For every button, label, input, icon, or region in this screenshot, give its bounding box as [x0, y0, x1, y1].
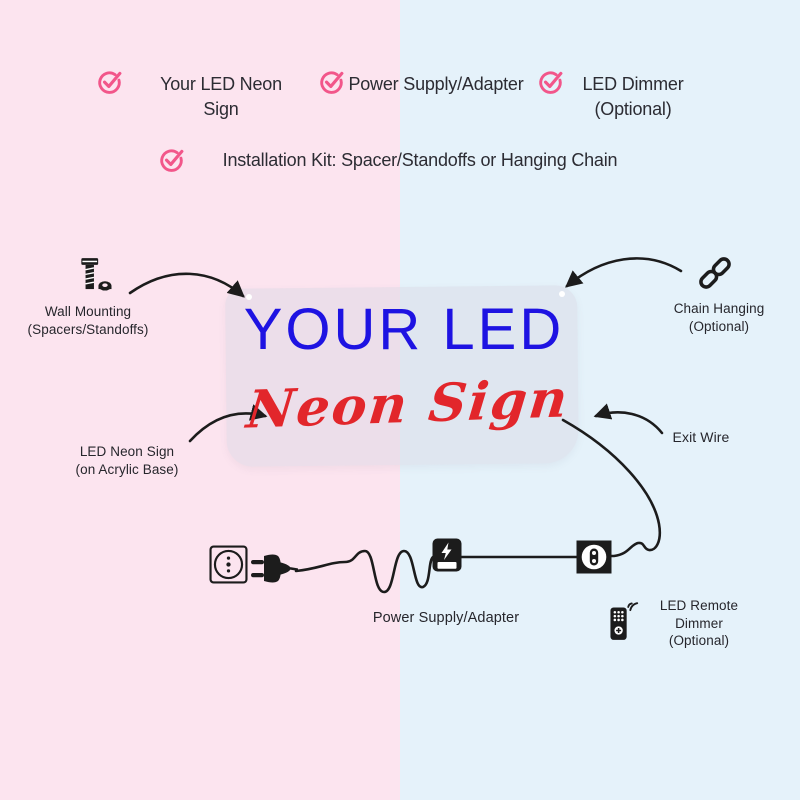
checklist-item-power-supply: Power Supply/Adapter: [348, 74, 524, 94]
callout-remote-dimmer: [634, 597, 764, 650]
sign-title-text: YOUR LED: [243, 297, 565, 362]
power-adapter-icon: [432, 538, 462, 572]
callout-led-neon-sign-title: LED Neon Sign: [79, 444, 175, 459]
callout-power-supply-title: Power Supply/Adapter: [372, 610, 520, 626]
callout-exit-wire: [641, 429, 761, 447]
callout-wall-mounting: [0, 303, 178, 338]
check-circle-icon: [158, 146, 185, 173]
callout-remote-dimmer-line1: LED Remote: [659, 598, 739, 613]
callout-chain-hanging-subtitle: (Optional): [688, 318, 750, 334]
checklist-item-led-dimmer: LED Dimmer (Optional): [582, 74, 684, 119]
callout-remote-dimmer-line2: Dimmer: [675, 615, 723, 631]
checklist-item-installation-kit: Installation Kit: Spacer/Standoffs or Hanging Chain: [222, 150, 618, 170]
callout-remote-dimmer-line3: (Optional): [668, 633, 730, 648]
power-plug-icon: [250, 551, 298, 587]
callout-wall-mounting-subtitle: (Spacers/Standoffs): [27, 321, 149, 337]
inline-connector-icon: [576, 540, 612, 574]
sign-script-text: Neon Sign: [243, 368, 573, 441]
callout-power-supply: [336, 610, 556, 628]
callout-wall-mounting-title: Wall Mounting: [44, 304, 132, 319]
check-circle-icon: [96, 68, 123, 95]
checklist-item-your-led-neon-sign: Your LED Neon Sign: [160, 74, 282, 119]
screw-standoff-icon: [74, 256, 116, 298]
callout-exit-wire-title: Exit Wire: [672, 429, 730, 445]
chain-link-icon: [694, 252, 736, 294]
callout-led-neon-sign-subtitle: (on Acrylic Base): [75, 461, 179, 477]
callout-led-neon-sign: [32, 443, 222, 478]
callout-chain-hanging-title: Chain Hanging: [673, 301, 765, 316]
check-circle-icon: [318, 68, 345, 95]
callout-chain-hanging: [639, 300, 799, 335]
wall-outlet-icon: [209, 545, 248, 584]
